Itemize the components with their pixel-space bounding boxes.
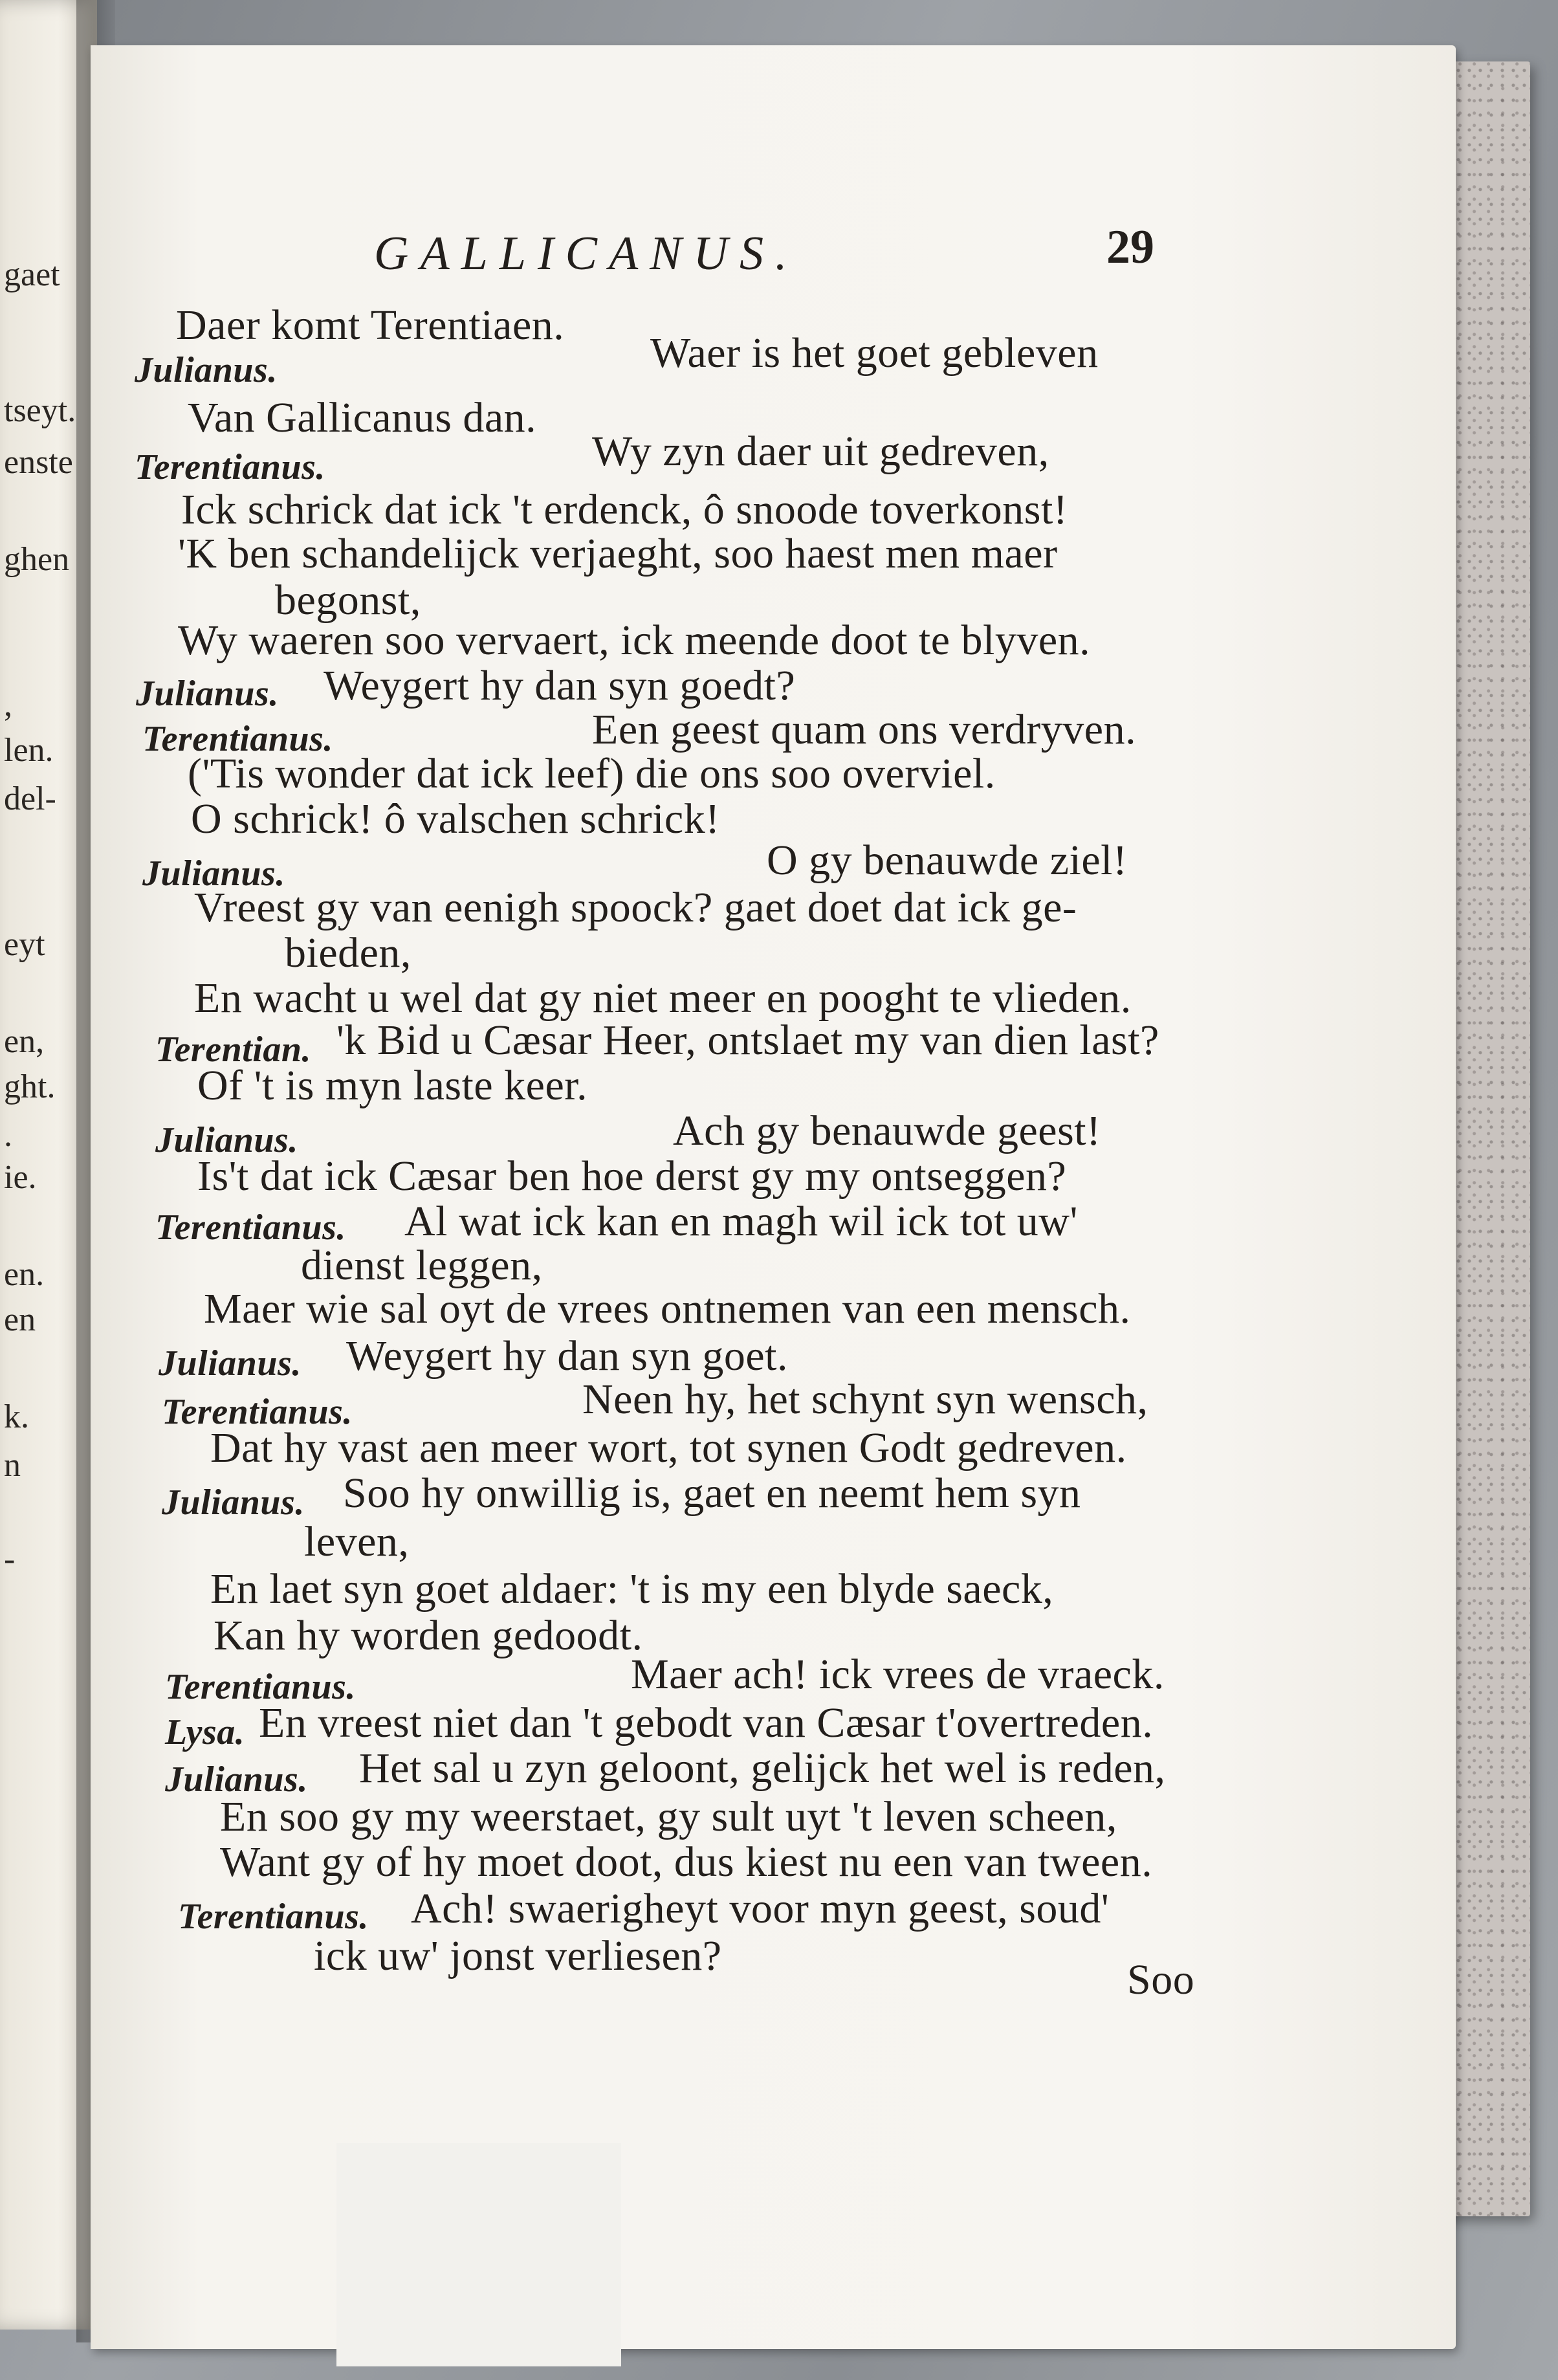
verse-line: Maer wie sal oyt de vrees ontnemen van een mensch. (204, 1285, 1131, 1332)
verse-line: Weygert hy dan syn goet. (346, 1332, 789, 1380)
verse-line: Soo hy onwillig is, gaet en neemt hem syn (343, 1470, 1081, 1517)
verse-line: dienst leggen, (301, 1242, 543, 1289)
verse-line: leven, (304, 1518, 410, 1565)
verse-line-right: Ach gy benauwde geest! (673, 1107, 1101, 1154)
verse-line: Ach! swaerigheyt voor myn geest, soud' (411, 1885, 1110, 1932)
verse-line: Weygert hy dan syn goedt? (324, 662, 796, 709)
verse-line: Of 't is myn laste keer. (197, 1062, 588, 1109)
running-title: GALLICANUS. (374, 227, 799, 280)
verse-line-right: Maer ach! ick vrees de vraeck. (631, 1651, 1165, 1698)
verse-line: Want gy of hy moet doot, dus kiest nu een van tween. (220, 1838, 1153, 1886)
speaker-label: Terentianus. (155, 1207, 346, 1248)
verse-line: O schrick! ô valschen schrick! (191, 795, 720, 843)
verse-line-right: Een geest quam ons verdryven. (592, 706, 1137, 753)
facing-page-fragment: ghen (4, 541, 70, 578)
speaker-label: Terentianus. (178, 1897, 369, 1937)
speaker-label: Lysa. (165, 1712, 245, 1752)
facing-page-fragment: . (4, 1117, 12, 1154)
facing-page-fragment: enste (4, 444, 73, 481)
speaker-label: Julianus. (155, 1120, 298, 1160)
speaker-label: Terentianus. (135, 447, 325, 487)
speaker-label: Julianus. (136, 674, 279, 714)
verse-line: 'k Bid u Cæsar Heer, ontslaet my van dien last? (336, 1017, 1159, 1064)
speaker-label: Julianus. (135, 350, 278, 390)
verse-line: Dat hy vast aen meer wort, tot synen Godt gedreven. (210, 1424, 1127, 1471)
facing-page-fragment: len. (4, 732, 54, 769)
facing-page-fragment: en. (4, 1256, 45, 1293)
verse-line: En wacht u wel dat gy niet meer en pooght te vlieden. (194, 975, 1132, 1022)
facing-page-fragment: n (4, 1447, 21, 1484)
speaker-label: Julianus. (165, 1759, 308, 1800)
speaker-label: Julianus. (159, 1343, 302, 1383)
speaker-label: Terentian. (155, 1030, 311, 1070)
verse-line-right: O gy benauwde ziel! (767, 837, 1128, 884)
facing-page-fragment: , (4, 687, 12, 723)
verse-line: ('Tis wonder dat ick leef) die ons soo overviel. (188, 750, 996, 797)
verse-line: Kan hy worden gedoodt. (214, 1612, 643, 1659)
verse-line: ick uw' jonst verliesen? (314, 1932, 722, 1979)
verse-line: Daer komt Terentiaen. (176, 302, 565, 349)
verse-line: 'K ben schandelijck verjaeght, soo haest men maer (178, 530, 1058, 577)
verse-line: Wy waeren soo vervaert, ick meende doot te blyven. (178, 617, 1091, 664)
facing-page-fragment: tseyt. (4, 392, 76, 429)
verse-line: Vreest gy van eenigh spoock? gaet doet dat ick ge- (194, 884, 1077, 931)
verse-line: Ick schrick dat ick 't erdenck, ô snoode toverkonst! (181, 486, 1068, 533)
speaker-label: Julianus. (162, 1482, 305, 1523)
facing-page-fragment: ie. (4, 1159, 37, 1196)
verse-line: Is't dat ick Cæsar ben hoe derst gy my ontseggen? (197, 1152, 1067, 1200)
page-number: 29 (1106, 221, 1154, 274)
verse-line: En vreest niet dan 't gebodt van Cæsar t'overtreden. (259, 1699, 1154, 1746)
verse-line: begonst, (275, 577, 421, 624)
speaker-label: Terentianus. (142, 719, 333, 759)
verse-line: Van Gallicanus dan. (188, 394, 537, 441)
speaker-label: Terentianus. (162, 1392, 353, 1432)
facing-page-fragment: en (4, 1301, 36, 1338)
facing-page-fragment: k. (4, 1398, 29, 1435)
verse-line-right: Waer is het goet gebleven (650, 329, 1099, 377)
facing-page-fragment: en, (4, 1023, 45, 1060)
verse-line: En laet syn goet aldaer: 't is my een blyde saeck, (210, 1565, 1054, 1613)
verse-line-right: Neen hy, het schynt syn wensch, (582, 1376, 1148, 1423)
verse-line-right: Wy zyn daer uit gedreven, (592, 428, 1049, 475)
facing-page-fragment: ght. (4, 1068, 56, 1105)
verse-line: Het sal u zyn geloont, gelijck het wel is reden, (359, 1745, 1166, 1792)
facing-page-fragment: gaet (4, 256, 60, 293)
facing-page-fragment: eyt (4, 926, 45, 963)
verse-line: En soo gy my weerstaet, gy sult uyt 't leven scheen, (220, 1793, 1117, 1840)
speaker-label: Terentianus. (165, 1667, 356, 1707)
facing-page-fragment: del- (4, 780, 56, 817)
verse-line: bieden, (285, 929, 411, 976)
verse-line: Al wat ick kan en magh wil ick tot uw' (404, 1198, 1078, 1245)
blank-patch (336, 2143, 621, 2366)
catchword: Soo (1127, 1956, 1195, 2003)
speaker-label: Julianus. (142, 854, 285, 894)
facing-page-fragment: - (4, 1541, 16, 1578)
